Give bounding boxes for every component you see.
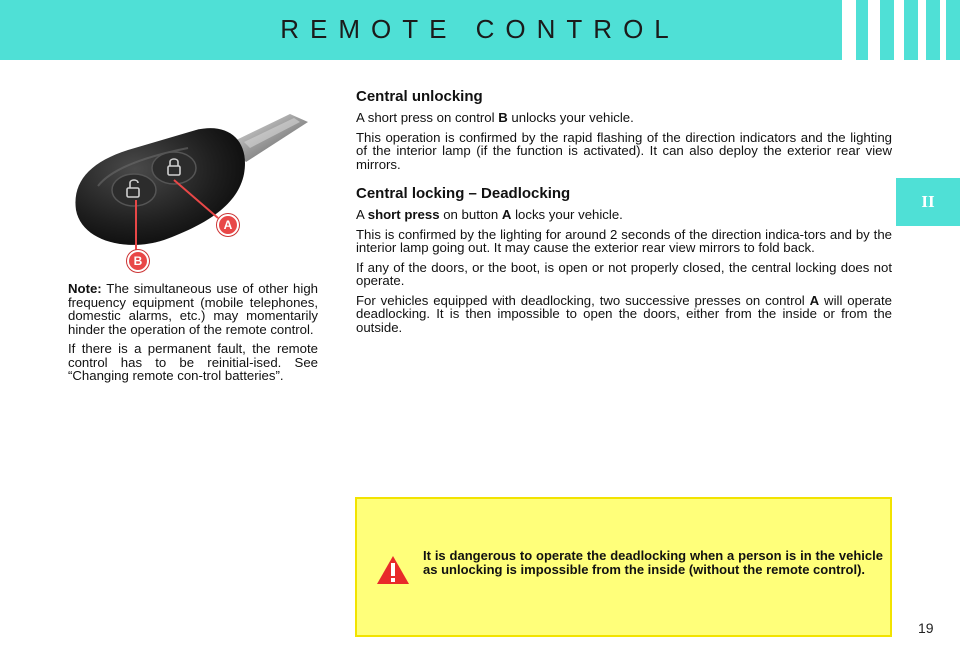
header-stripe — [918, 0, 926, 60]
warning-box — [355, 497, 892, 637]
header-stripe — [894, 0, 904, 60]
central-locking-title: Central locking – Deadlocking — [356, 185, 571, 202]
car-remote-key-icon — [68, 92, 318, 272]
text-span: A — [356, 207, 368, 222]
text-span: A short press on control — [356, 110, 499, 125]
control-a-label: A — [809, 292, 820, 308]
short-press-label: short press — [367, 207, 440, 222]
warning-text: It is dangerous to operate the deadlocking when a person is in the vehicle as unlocking is impossible from the inside (without the remote control). — [423, 548, 883, 577]
text-span: on button — [439, 207, 502, 222]
note-text: The simultaneous use of other high frequency equipment (mobile telephones, domestic alarms, etc.) may momentarily hinder the operation of the remote control. — [68, 281, 318, 337]
label-b: B — [127, 250, 149, 272]
central-locking-p3: If any of the doors, or the boot, is open or not properly closed, the central locking does not operate. — [356, 259, 892, 288]
note-paragraph — [68, 282, 318, 336]
header-stripe — [940, 0, 946, 60]
control-b-label: B — [498, 110, 508, 125]
button-a-label: A — [501, 207, 512, 222]
text-span: locks your vehicle. — [511, 207, 623, 222]
central-locking-p4 — [356, 294, 892, 335]
chapter-tab: II — [896, 178, 960, 226]
text-span: unlocks your vehicle. — [507, 110, 634, 125]
left-column — [68, 282, 318, 389]
text-span: will operate deadlocking. It is then impossible to open the doors, either from the inside or from the outside. — [356, 292, 892, 335]
header-stripe — [868, 0, 880, 60]
header-bar — [0, 0, 960, 60]
label-a: A — [217, 214, 239, 236]
fault-paragraph: If there is a permanent fault, the remote control has to be reinitial-ised. See “Changing remote con-trol batteries”. — [68, 341, 318, 383]
warning-triangle-icon — [376, 555, 410, 585]
right-column — [356, 88, 892, 340]
central-unlocking-p2: This operation is confirmed by the rapid flashing of the direction indicators and the lighting of the interior lamp (if the function is activated). It can also deploy the exterior rear view mirrors. — [356, 129, 892, 172]
note-label: Note: — [68, 281, 102, 296]
page-title: REMOTE CONTROL — [280, 14, 680, 44]
text-span: For vehicles equipped with deadlocking, two successive presses on control — [356, 292, 810, 308]
central-locking-p1 — [356, 208, 892, 222]
header-stripe — [842, 0, 856, 60]
page-number: 19 — [918, 620, 934, 636]
central-unlocking-p1 — [356, 111, 892, 125]
central-locking-p2: This is confirmed by the lighting for around 2 seconds of the direction indica-tors and by the interior lamp going out. It may cause the exterior rear view mirrors to fold back. — [356, 226, 892, 255]
central-unlocking-title: Central unlocking — [356, 88, 483, 105]
